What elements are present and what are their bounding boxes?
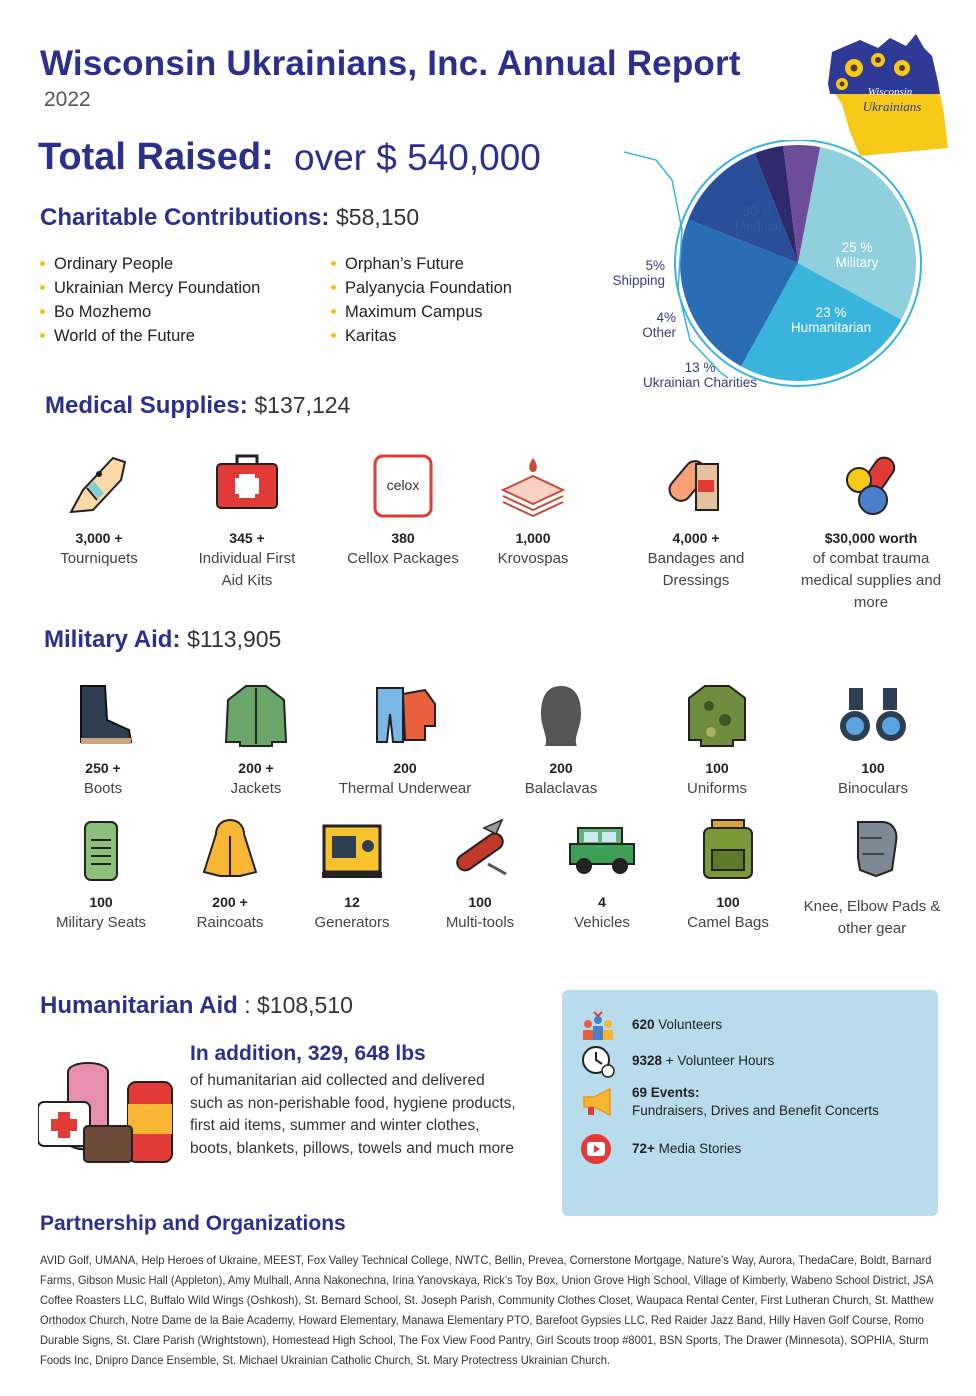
item-label: Vehicles [574,914,630,931]
stat-label: Media Stories [654,1141,742,1156]
military-label: Military Aid: [44,626,181,653]
megaphone-icon [580,1085,616,1119]
funds-pie-chart [560,140,960,400]
pills-icon [835,450,907,522]
pie-label-pct: 5% [645,258,665,273]
item-label: Binoculars [837,780,909,797]
report-year: 2022 [44,88,91,111]
list-item: Bo Mozhemo [40,300,260,324]
medical-item-bandages [621,450,771,592]
item-label: Cellox Packages [347,550,459,567]
medical-item-trauma-supplies [796,450,946,614]
item-quantity: 200 + [238,760,274,776]
charitable-list-col2 [331,252,512,348]
item-quantity: 380 [391,530,415,546]
pie-label-pct: 23 % [815,305,847,320]
list-item: Karitas [331,324,512,348]
list-item: Ukrainian Mercy Foundation [40,276,260,300]
bandage-icon [660,450,732,522]
list-item: Palyanycia Foundation [331,276,512,300]
item-quantity: $30,000 worth [824,530,918,546]
logo-text-wisconsin: Wisconsin [867,86,913,98]
stat-volunteers [580,1008,722,1042]
item-quantity: 100 [861,760,885,776]
military-item-boots [28,680,178,800]
item-label: Uniforms [686,780,747,797]
celox-package-icon [367,450,439,522]
camel-bag-icon [692,814,764,886]
stat-volunteer-hours [580,1044,774,1078]
pie-label-name: Shipping [612,273,665,288]
humanitarian-supplies-icon [38,1052,178,1168]
stats-panel [562,990,938,1216]
multitool-icon [444,814,516,886]
total-raised-value: over $ 540,000 [294,137,541,178]
first-aid-kit-icon [211,450,283,522]
military-value: $113,905 [187,626,282,652]
stat-value: 72+ [632,1141,655,1156]
partnership-list: AVID Golf, UMANA, Help Heroes of Ukraine, MEEST, Fox Valley Technical College, NWTC, Bellin, Prevea, Cornerstone Mortgage, Nature’s Way, Aurora, ThedaCare, Boldt, Barnard Farms, Gibson Music Hall (Appleton), Amy Mulhall, Anna Nakonechna, Irina Yanovskaya, Rick’s Toy Box, Union Grove High School, Village of Kimberly, Wabeno School District, JSA Coffee Roasters LLC, Buffalo Wild Wings (Oshkosh), St. Bernard School, St. Joseph Parish, Community Clothes Closet, Waupaca Rental Center, First Lutheran Church, St. Matthew Orthodox Church, Notre Dame de la Baie Academy, Howard Elementary, Manawa Elementary PTO, Barefoot Gypsies LLC, Red Raider Jazz Band, Hilly Haven Golf Course, Romo Durable Signs, St. Clare Parish (Wrightstown), Homestead High School, The Fox View Food Pantry, Girl Scouts troop #8001, BSN Sports, The Drawer (Minnesota), SOPHIA, Sturm Foods Inc, Dnipro Dance Ensemble, St. Michael Ukrainian Catholic Church, St. Mary Protectress Ukrainian Church. [40,1253,934,1367]
pie-label-name: Medical [734,219,782,234]
item-label: Raincoats [196,914,264,931]
item-label: Jackets [230,780,282,797]
logo-text-ukrainians: Ukrainians [862,99,922,114]
item-quantity: 12 [344,894,360,910]
item-label: Boots [83,780,123,797]
vehicle-icon [566,814,638,886]
item-label: Generators [314,914,390,931]
item-label: Multi-tools [445,914,515,931]
krovospas-icon [497,450,569,522]
volunteers-icon [580,1008,616,1042]
item-quantity: 4 [598,894,606,910]
item-quantity: 345 + [229,530,265,546]
list-item: Orphan’s Future [331,252,512,276]
item-label: Balaclavas [524,780,598,797]
stat-label: Volunteers [654,1017,723,1032]
item-label: Bandages and Dressings [647,550,745,589]
pie-label-pct: 30 % [742,204,774,219]
military-item-knee-pads [797,814,947,940]
pie-label-name: Other [642,325,676,340]
youtube-icon [580,1132,616,1166]
medical-value: $137,124 [254,392,351,418]
stat-value: 9328 [632,1053,663,1068]
stat-media-stories [580,1132,741,1166]
item-quantity: 100 [468,894,492,910]
charitable-list-col1 [40,252,260,348]
item-label: Krovospas [497,550,569,567]
report-title: Wisconsin Ukrainians, Inc. Annual Report [40,44,741,83]
item-label: Camel Bags [687,914,769,931]
humanitarian-label: Humanitarian Aid [40,992,238,1019]
item-label: of combat trauma medical supplies and more [800,550,942,611]
item-quantity: 200 [393,760,417,776]
stat-value: 620 [632,1017,655,1032]
military-heading [44,626,281,654]
uniform-icon [681,680,753,752]
medical-item-krovospas [458,450,608,570]
pie-label-name: Ukrainian Charities [642,375,758,390]
military-item-thermal-underwear [330,680,480,800]
pie-label-name: Humanitarian [790,320,872,335]
item-quantity: 100 [89,894,113,910]
pie-label-pct: 25 % [841,240,873,255]
balaclava-icon [525,680,597,752]
celox-icon-text: celox [386,477,420,493]
item-quantity: 3,000 + [75,530,123,546]
medical-label: Medical Supplies: [45,392,248,419]
humanitarian-heading [40,992,353,1020]
military-item-binoculars [798,680,948,800]
pie-label-pct: 4% [656,310,676,325]
raincoat-icon [194,814,266,886]
pie-label-pct: 13 % [684,360,716,375]
jacket-icon [220,680,292,752]
stat-events [580,1084,879,1120]
charitable-heading [40,204,419,232]
stat-label: + Volunteer Hours [662,1053,775,1068]
generator-icon [316,814,388,886]
list-item: Ordinary People [40,252,260,276]
military-item-uniforms [642,680,792,800]
item-quantity: 200 + [212,894,248,910]
military-item-seats [26,814,176,934]
tourniquet-icon [63,450,135,522]
clock-icon [580,1044,616,1078]
military-item-jackets [181,680,331,800]
military-item-camel-bags [653,814,803,934]
item-label: Tourniquets [60,550,138,567]
item-label: Military Seats [55,914,147,931]
item-quantity: 4,000 + [672,530,720,546]
binoculars-icon [837,680,909,752]
item-quantity: 100 [705,760,729,776]
humanitarian-description: of humanitarian aid collected and delivered such as non-perishable food, hygiene products, first aid items, summer and winter clothes, boots, blankets, pillows, towels and much more [190,1072,516,1157]
humanitarian-value: $108,510 [256,992,353,1018]
partnership-heading: Partnership and Organizations [40,1212,346,1235]
item-quantity: 100 [716,894,740,910]
thermal-underwear-icon [369,680,441,752]
list-item: World of the Future [40,324,260,348]
item-label: Knee, Elbow Pads & other gear [803,898,941,937]
medical-heading [45,392,350,420]
stat-label: Fundraisers, Drives and Benefit Concerts [632,1103,879,1118]
military-seat-icon [65,814,137,886]
item-quantity: 1,000 [515,530,551,546]
item-label: Individual First Aid Kits [198,550,296,589]
total-raised-label: Total Raised: [38,136,274,178]
item-quantity: 200 [549,760,573,776]
charitable-label: Charitable Contributions: [40,204,330,231]
stat-value: 69 Events: [632,1085,700,1100]
medical-item-tourniquets [24,450,174,570]
humanitarian-sep: : [237,992,257,1018]
item-label: Thermal Underwear [338,780,472,797]
charitable-value: $58,150 [336,204,420,230]
humanitarian-weight-heading: In addition, 329, 648 lbs [190,1042,426,1065]
military-item-balaclavas [486,680,636,800]
pie-label-name: Military [835,255,879,270]
knee-pad-icon [836,814,908,886]
item-quantity: 250 + [85,760,121,776]
list-item: Maximum Campus [331,300,512,324]
boot-icon [67,680,139,752]
medical-item-first-aid-kits [172,450,322,592]
medical-item-celox [328,450,478,570]
